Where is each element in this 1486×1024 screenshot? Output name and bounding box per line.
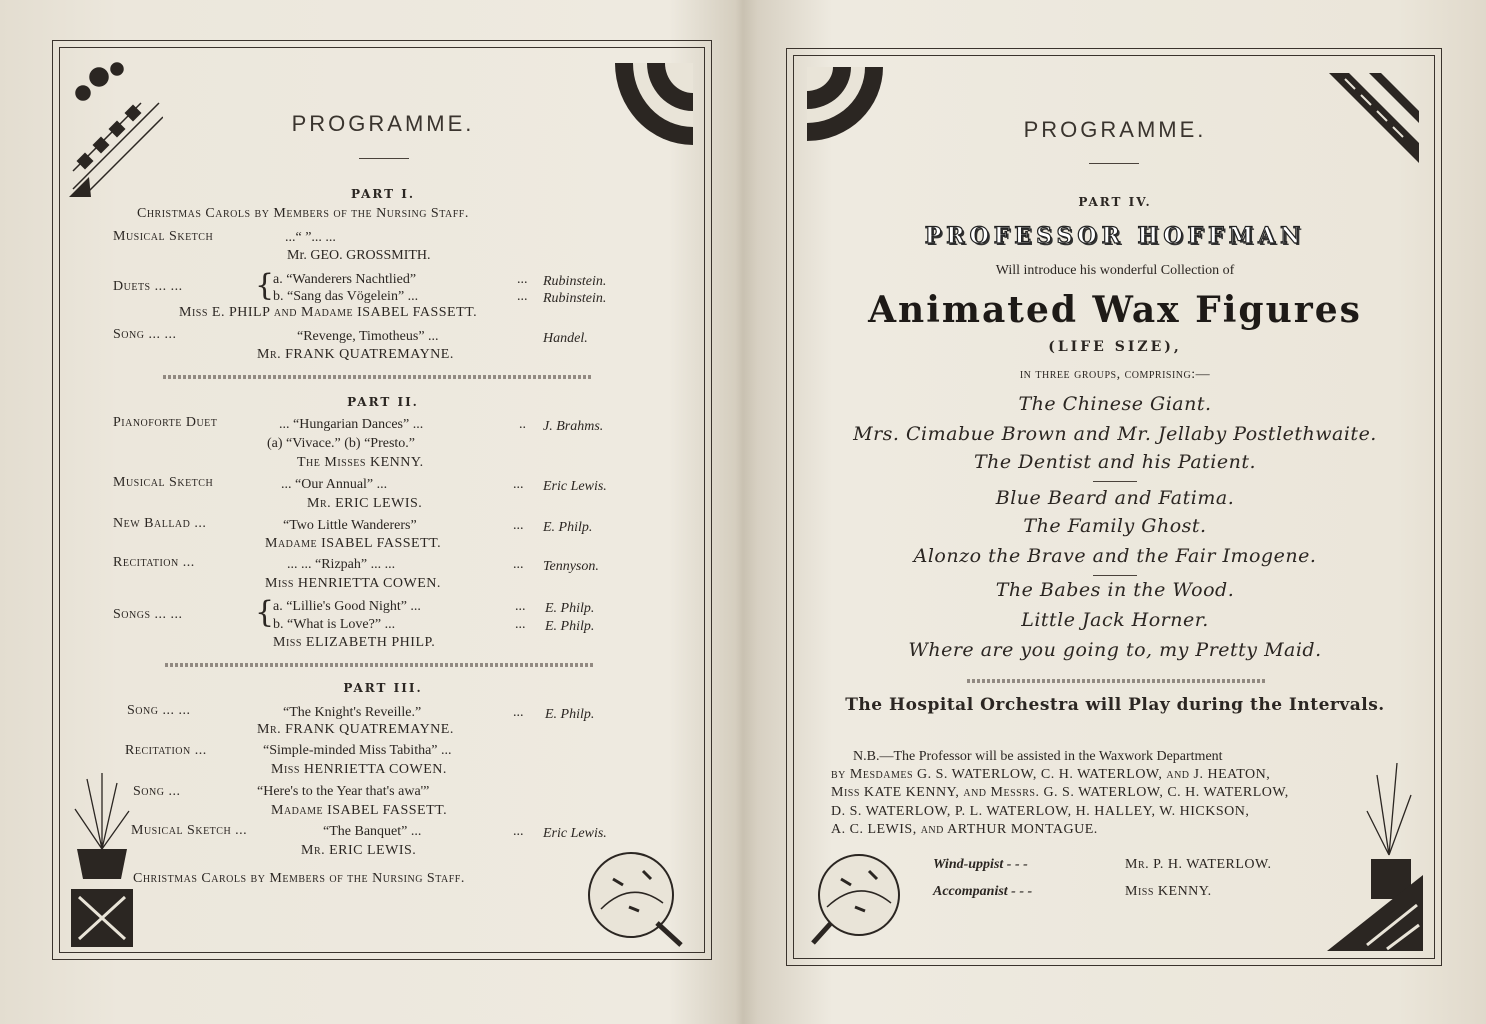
part-3-sketch-composer: Eric Lewis. — [543, 826, 607, 841]
songs-performer: Miss ELIZABETH PHILP. — [273, 635, 436, 650]
songs-brace-icon: { — [255, 595, 275, 630]
figure-item: The Chinese Giant. — [1018, 393, 1212, 415]
figure-item: The Family Ghost. — [1023, 515, 1207, 537]
songs-label: Songs ... ... — [113, 607, 183, 622]
figure-item: The Dentist and his Patient. — [973, 451, 1257, 473]
duet-b-dots: ... — [517, 289, 528, 304]
nb-line: N.B.—The Professor will be assisted in the Waxwork Department — [853, 749, 1223, 764]
part-3-song-2-label: Song ... — [133, 784, 181, 799]
animated-wax-figures-heading: Animated Wax Figures — [868, 289, 1362, 331]
new-ballad-label: New Ballad ... — [113, 516, 207, 531]
life-size-line: (LIFE SIZE), — [1048, 339, 1182, 355]
accompanist-name: Miss KENNY. — [1125, 884, 1212, 899]
part-1-title: PART I. — [350, 187, 416, 201]
songs-b-composer: E. Philp. — [545, 619, 595, 634]
songs-b-title: b. “What is Love?” ... — [273, 617, 396, 632]
part-3-song-2-performer: Madame ISABEL FASSETT. — [271, 803, 448, 818]
duet-a-dots: ... — [517, 272, 528, 287]
duets-performers: Miss E. PHILP and Madame ISABEL FASSETT. — [179, 305, 478, 320]
section-divider — [163, 375, 593, 379]
duet-a-composer: Rubinstein. — [543, 274, 607, 289]
figure-item: Alonzo the Brave and the Fair Imogene. — [913, 545, 1317, 567]
part-1-sketch-title: ...“ ”... ... — [285, 230, 336, 245]
part-2-sketch-dots: ... — [513, 477, 524, 492]
new-ballad-performer: Madame ISABEL FASSETT. — [265, 536, 442, 551]
duet-a-title: a. “Wanderers Nachtlied” — [273, 272, 417, 287]
part-3-recitation-performer: Miss HENRIETTA COWEN. — [271, 762, 447, 777]
duet-b-title: b. “Sang das Vögelein” ... — [273, 289, 419, 304]
groups-line: in three groups, comprising:— — [1019, 367, 1211, 382]
group-divider — [1093, 575, 1137, 576]
part-3-sketch-performer: Mr. ERIC LEWIS. — [301, 843, 417, 858]
part-1-duets-label: Duets ... ... — [113, 279, 183, 294]
part-1-song-label: Song ... ... — [113, 327, 177, 342]
part-2-title: PART II. — [347, 395, 419, 409]
part-3-sketch-title: “The Banquet” ... — [323, 824, 422, 839]
nb-line: A. C. LEWIS, and ARTHUR MONTAGUE. — [831, 822, 1098, 837]
duet-b-composer: Rubinstein. — [543, 291, 607, 306]
wind-uppist-name: Mr. P. H. WATERLOW. — [1125, 857, 1272, 872]
professor-hoffman-heading: PROFESSOR HOFFMAN — [924, 223, 1306, 249]
figure-item: The Babes in the Wood. — [995, 579, 1235, 601]
hand-fan-ornament-icon — [583, 849, 685, 949]
part-2-sketch-composer: Eric Lewis. — [543, 479, 607, 494]
part-2-sketch-performer: Mr. ERIC LEWIS. — [307, 496, 423, 511]
new-ballad-title: “Two Little Wanderers” — [283, 518, 417, 533]
introduce-line: Will introduce his wonderful Collection of — [995, 263, 1235, 278]
title-ornament-rule — [359, 158, 409, 159]
nb-line: Miss KATE KENNY, and Messrs. G. S. WATERLOW, C. H. WATERLOW, — [831, 785, 1289, 800]
orchestra-note: The Hospital Orchestra will Play during the Intervals. — [845, 695, 1385, 715]
part-3-song-2-title: “Here's to the Year that's awa'” — [257, 784, 430, 799]
piano-duet-dots: .. — [519, 417, 526, 432]
part-4-title: PART IV. — [1078, 195, 1152, 209]
part-3-carols: Christmas Carols by Members of the Nursing Staff. — [133, 871, 465, 886]
songs-b-dots: ... — [515, 617, 526, 632]
songs-a-dots: ... — [515, 599, 526, 614]
part-1-song-title: “Revenge, Timotheus” ... — [297, 329, 439, 344]
part-1-song-composer: Handel. — [543, 331, 588, 346]
part-3-recitation-label: Recitation ... — [125, 743, 207, 758]
part-3-song-1-dots: ... — [513, 705, 524, 720]
figure-item: Where are you going to, my Pretty Maid. — [908, 639, 1322, 661]
part-2-recitation-title: ... ... “Rizpah” ... ... — [287, 557, 396, 572]
figure-item: Little Jack Horner. — [1021, 609, 1209, 631]
figure-item: Mrs. Cimabue Brown and Mr. Jellaby Postlethwaite. — [853, 423, 1377, 445]
part-2-sketch-label: Musical Sketch — [113, 475, 214, 490]
vase-plant-ornament-icon — [1327, 755, 1423, 955]
part-1-song-performer: Mr. FRANK QUATREMAYNE. — [257, 347, 454, 362]
section-divider — [967, 679, 1267, 683]
left-page — [52, 40, 712, 960]
part-3-song-1-title: “The Knight's Reveille.” — [283, 705, 422, 720]
part-3-song-1-performer: Mr. FRANK QUATREMAYNE. — [257, 722, 454, 737]
wind-uppist-label: Wind-uppist - - - — [933, 857, 1028, 872]
part-2-recitation-composer: Tennyson. — [543, 559, 599, 574]
part-2-recitation-performer: Miss HENRIETTA COWEN. — [265, 576, 441, 591]
part-3-sketch-dots: ... — [513, 824, 524, 839]
part-2-sketch-title: ... “Our Annual” ... — [281, 477, 388, 492]
part-1-carols: Christmas Carols by Members of the Nursing Staff. — [137, 206, 469, 221]
songs-a-composer: E. Philp. — [545, 601, 595, 616]
part-3-recitation-title: “Simple-minded Miss Tabitha” ... — [263, 743, 452, 758]
duets-brace-icon: { — [255, 268, 275, 303]
piano-duet-performers: The Misses KENNY. — [297, 455, 424, 470]
group-divider — [1093, 481, 1137, 482]
nb-line: D. S. WATERLOW, P. L. WATERLOW, H. HALLEY, W. HICKSON, — [831, 804, 1250, 819]
accompanist-label: Accompanist - - - — [933, 884, 1033, 899]
piano-duet-title: ... “Hungarian Dances” ... — [279, 417, 424, 432]
part-1-sketch-label: Musical Sketch — [113, 229, 214, 244]
left-programme-title: PROGRAMME. — [291, 111, 475, 136]
section-divider — [165, 663, 595, 667]
songs-a-title: a. “Lillie's Good Night” ... — [273, 599, 421, 614]
piano-duet-label: Pianoforte Duet — [113, 415, 218, 430]
piano-duet-composer: J. Brahms. — [543, 419, 604, 434]
part-3-song-1-composer: E. Philp. — [545, 707, 595, 722]
part-2-recitation-dots: ... — [513, 557, 524, 572]
right-page — [786, 48, 1442, 966]
hand-fan-ornament-icon — [807, 851, 901, 947]
part-3-sketch-label: Musical Sketch ... — [131, 823, 248, 838]
new-ballad-dots: ... — [513, 518, 524, 533]
part-2-recitation-label: Recitation ... — [113, 555, 195, 570]
vase-plant-ornament-icon — [67, 769, 137, 947]
part-1-sketch-performer: Mr. GEO. GROSSMITH. — [287, 248, 431, 263]
new-ballad-composer: E. Philp. — [543, 520, 593, 535]
figure-item: Blue Beard and Fatima. — [995, 487, 1235, 509]
right-programme-title: PROGRAMME. — [1023, 117, 1207, 142]
piano-duet-movements: (a) “Vivace.” (b) “Presto.” — [267, 436, 416, 451]
title-ornament-rule — [1089, 163, 1139, 164]
part-3-song-1-label: Song ... ... — [127, 703, 191, 718]
part-3-title: PART III. — [343, 681, 423, 695]
nb-line: by Mesdames G. S. WATERLOW, C. H. WATERLOW, and J. HEATON, — [831, 767, 1271, 782]
